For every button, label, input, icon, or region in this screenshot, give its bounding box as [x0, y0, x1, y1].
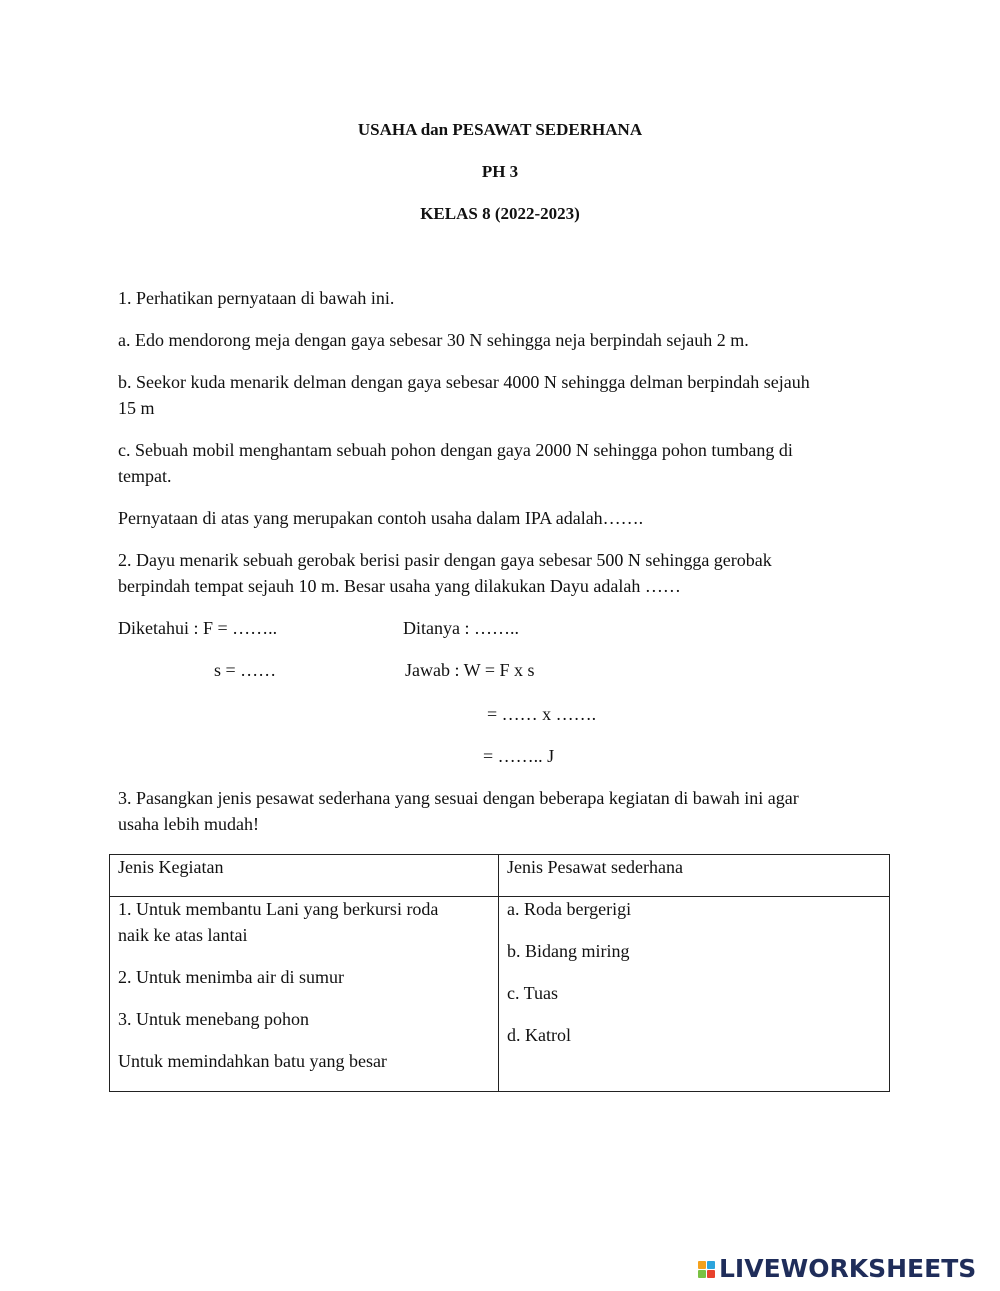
header-machine-label: Jenis Pesawat sederhana — [507, 857, 683, 877]
q1-statement-a: a. Edo mendorong meja dengan gaya sebesar 30 N sehingga neja berpindah sejauh 2 m. — [118, 330, 749, 350]
class-label: KELAS 8 (2022-2023) — [420, 204, 580, 223]
activity-2: 2. Untuk menimba air di sumur — [118, 967, 344, 987]
liveworksheets-logo — [698, 1255, 976, 1283]
worksheet-subtitle: PH 3 — [481, 162, 519, 181]
activity-3: 3. Untuk menebang pohon — [118, 1009, 309, 1029]
q1-statement-c-line2: tempat. — [118, 466, 172, 486]
activity-1-line1: 1. Untuk membantu Lani yang berkursi roda — [118, 899, 439, 919]
q1-statement-c-line1: c. Sebuah mobil menghantam sebuah pohon dengan gaya 2000 N sehingga pohon tumbang di — [118, 440, 793, 460]
q2-line2: berpindah tempat sejauh 10 m. Besar usaha yang dilakukan Dayu adalah …… — [118, 576, 681, 596]
matching-table — [109, 854, 890, 1092]
q1-question: Pernyataan di atas yang merupakan contoh usaha dalam IPA adalah……. — [118, 508, 644, 528]
activity-4: Untuk memindahkan batu yang besar — [118, 1051, 387, 1071]
q2-known-force: Diketahui : F = …….. — [118, 618, 278, 638]
header-activity-label: Jenis Kegiatan — [118, 857, 224, 877]
logo-blocks-icon — [698, 1261, 715, 1278]
activity-1-line2: naik ke atas lantai — [118, 925, 248, 945]
table-row — [110, 897, 890, 1092]
header-cell-machine — [499, 855, 890, 897]
machine-a: a. Roda bergerigi — [507, 899, 632, 919]
q2-calculation-step: = …… x ……. — [487, 704, 597, 724]
header-cell-activity — [110, 855, 499, 897]
machine-c: c. Tuas — [507, 983, 559, 1003]
q1-statement-b-line1: b. Seekor kuda menarik delman dengan gaya sebesar 4000 N sehingga delman berpindah sejauh — [118, 372, 810, 392]
q3-line1: 3. Pasangkan jenis pesawat sederhana yang sesuai dengan beberapa kegiatan di bawah ini agar — [118, 788, 799, 808]
worksheet-title: USAHA dan PESAWAT SEDERHANA — [357, 120, 643, 139]
machines-cell — [499, 897, 890, 1092]
q2-calculation-result: = …….. J — [483, 746, 555, 766]
table-header-row — [110, 855, 890, 897]
q2-known-distance: s = …… — [214, 660, 277, 680]
activities-cell — [110, 897, 499, 1092]
q1-statement-b-line2: 15 m — [118, 398, 155, 418]
logo-text: LIVEWORKSHEETS — [719, 1254, 977, 1283]
q2-asked: Ditanya : …….. — [403, 618, 519, 638]
q1-prompt: 1. Perhatikan pernyataan di bawah ini. — [118, 288, 395, 308]
machine-b: b. Bidang miring — [507, 941, 630, 961]
q2-answer-formula: Jawab : W = F x s — [405, 660, 535, 680]
q2-line1: 2. Dayu menarik sebuah gerobak berisi pasir dengan gaya sebesar 500 N sehingga gerobak — [118, 550, 772, 570]
machine-d: d. Katrol — [507, 1025, 571, 1045]
q3-line2: usaha lebih mudah! — [118, 814, 259, 834]
